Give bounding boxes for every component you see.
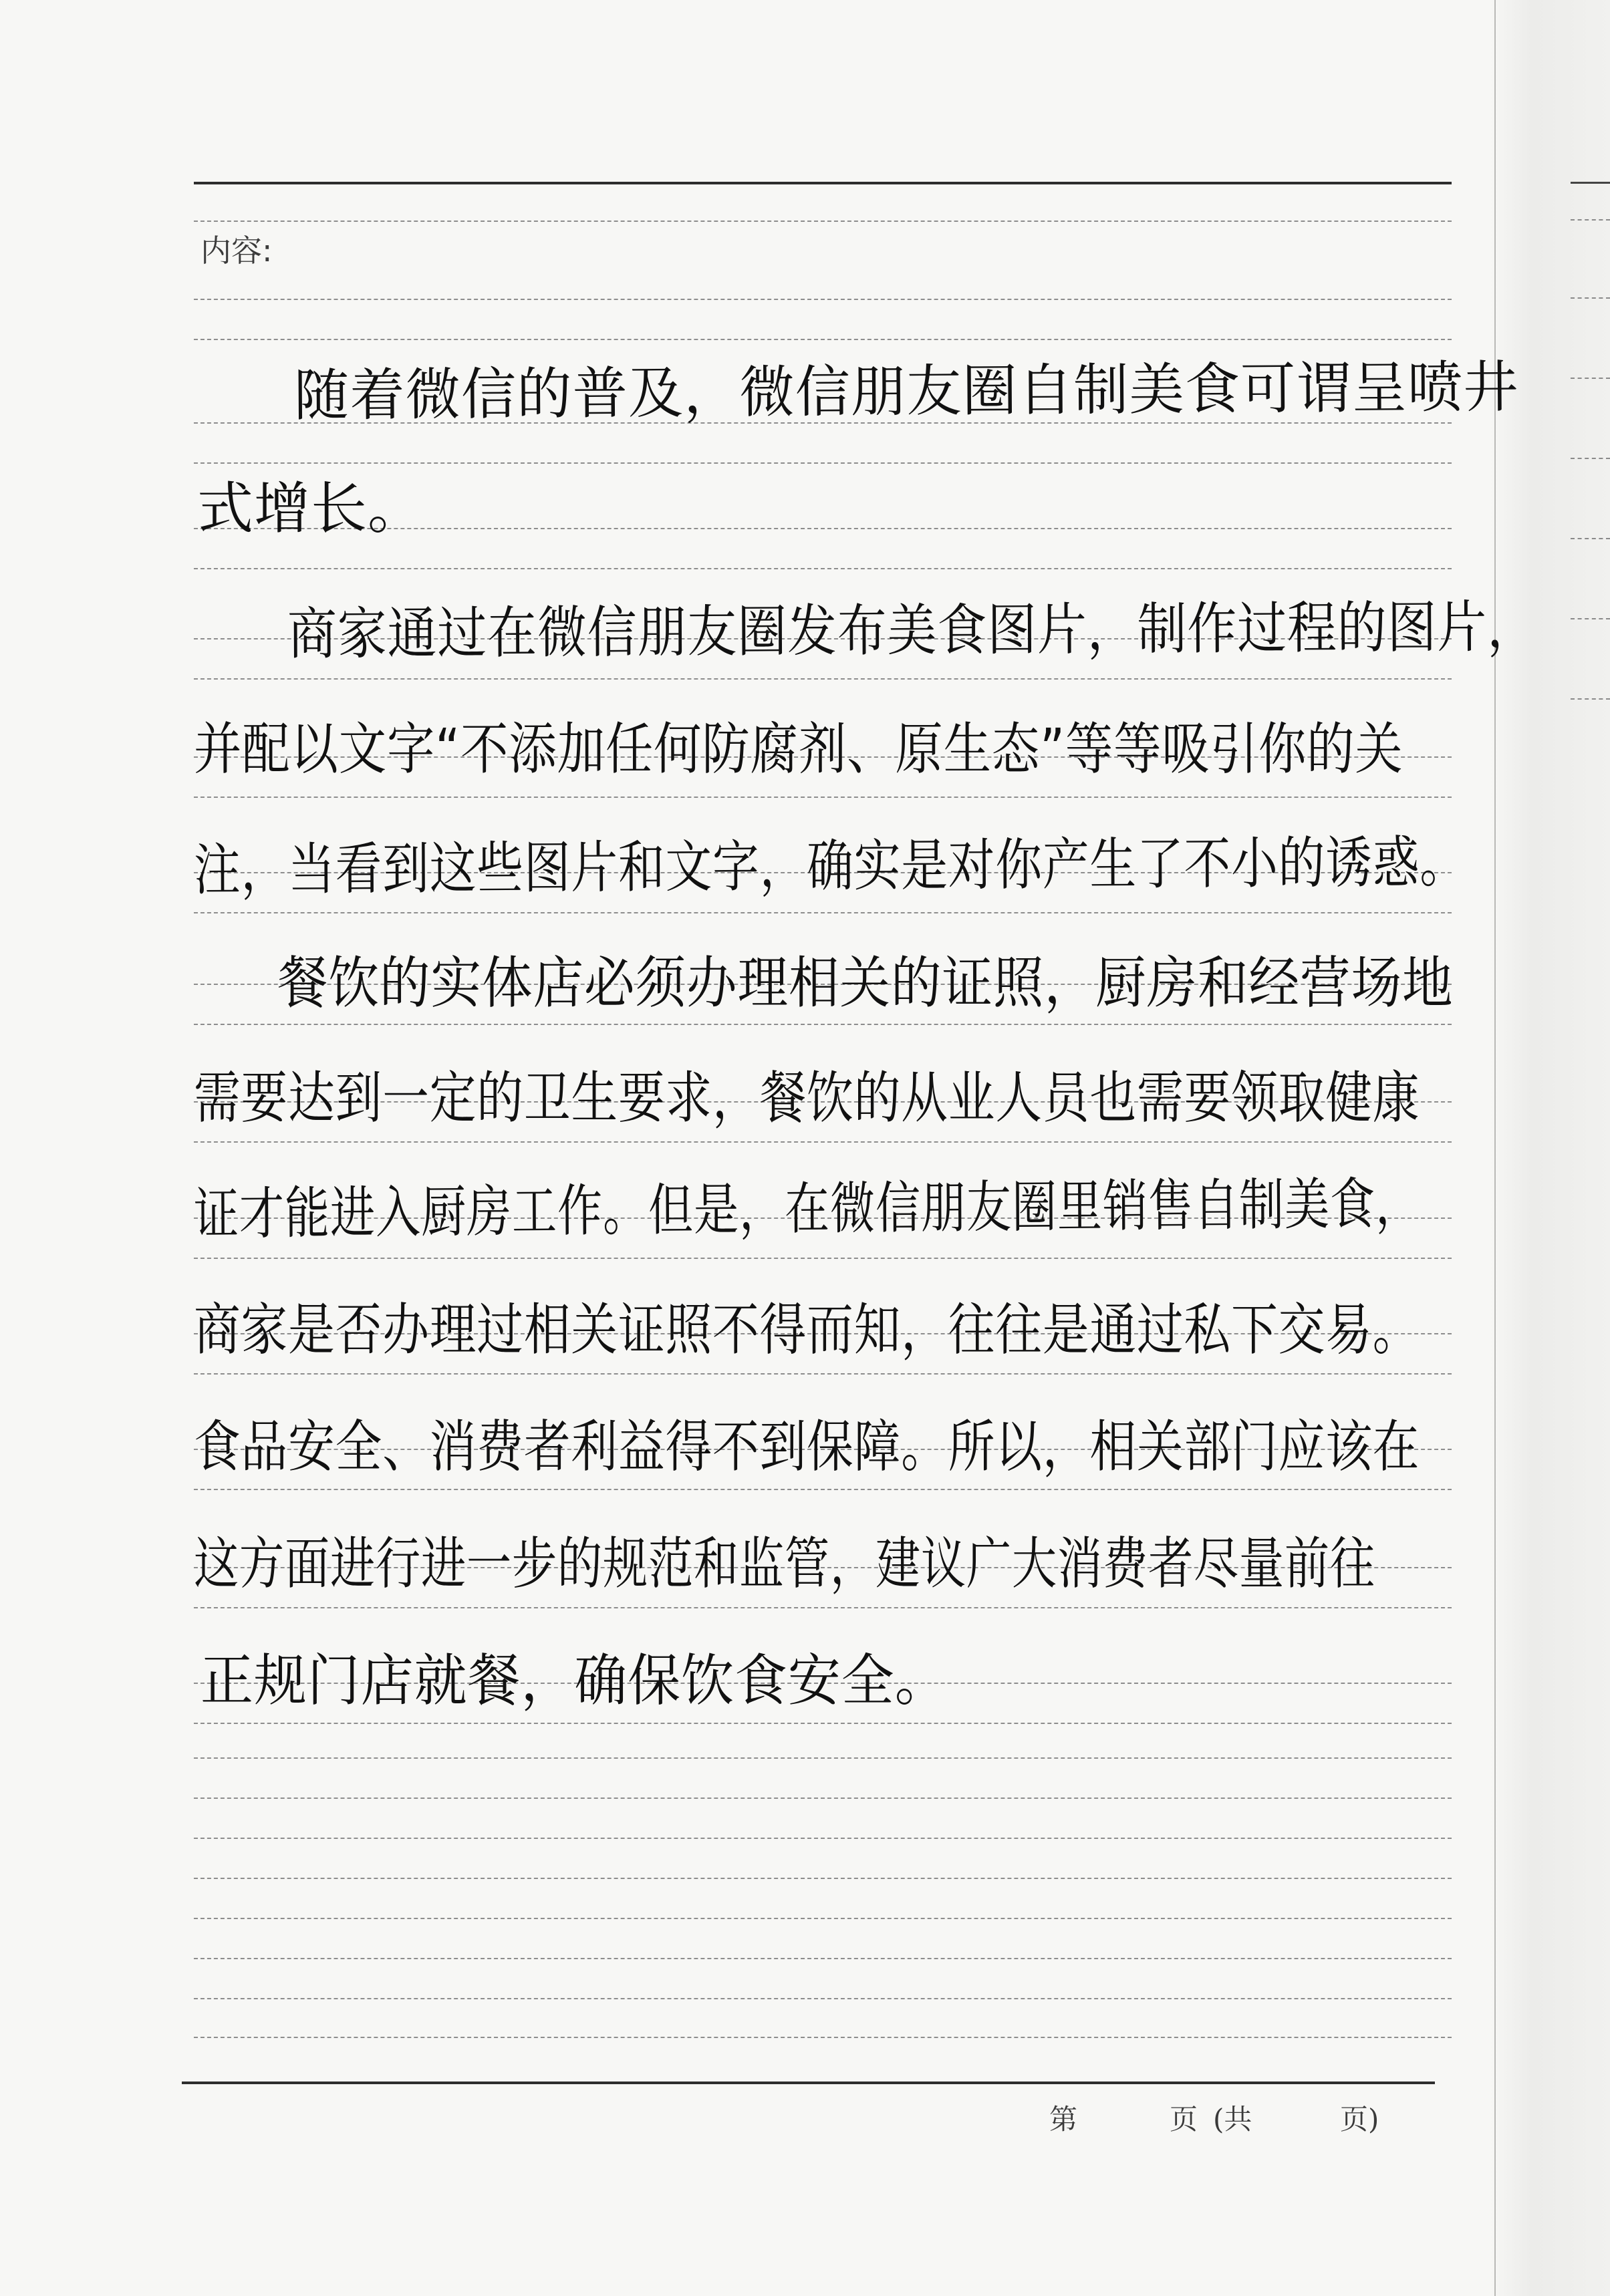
footer-total-prefix: (共 — [1213, 2103, 1252, 2136]
footer-page-label: 页 — [1170, 2103, 1198, 2136]
guide-line — [194, 568, 1452, 569]
bottom-rule — [182, 2082, 1435, 2084]
guide-line — [194, 1958, 1452, 1959]
guide-line — [194, 1607, 1452, 1608]
facing-page-guide — [1571, 297, 1610, 299]
guide-line — [194, 1757, 1452, 1759]
guide-line — [194, 1838, 1452, 1839]
facing-page-guide — [1571, 538, 1610, 539]
handwritten-line: 注，当看到这些图片和文字，确实是对你产生了不小的诱惑。 — [193, 829, 1468, 903]
handwritten-line: 正规门店就餐，确保饮食安全。 — [200, 1648, 948, 1713]
handwritten-line: 证才能进入厨房工作。但是，在微信朋友圈里销售自制美食， — [193, 1170, 1422, 1247]
guide-line — [194, 1373, 1452, 1375]
facing-page-guide — [1571, 618, 1610, 619]
facing-page-rule — [1571, 182, 1610, 184]
handwritten-line: 商家是否办理过相关证照不得而知，往往是通过私下交易。 — [194, 1297, 1420, 1362]
content-heading: 内容: — [200, 233, 273, 269]
handwritten-line: 这方面进行进一步的规范和监管，建议广大消费者尽量前往 — [194, 1531, 1376, 1596]
guide-line — [194, 1141, 1452, 1143]
handwritten-line: 式增长。 — [197, 476, 425, 541]
handwritten-line: 餐饮的实体店必须办理相关的证照，厨房和经营场地 — [277, 950, 1454, 1016]
guide-line — [194, 1918, 1452, 1919]
facing-page-guide — [1571, 378, 1610, 379]
guide-line — [194, 221, 1452, 222]
guide-line — [194, 912, 1452, 913]
guide-line — [194, 1998, 1452, 1999]
handwritten-line: 食品安全、消费者利益得不到保障。所以，相关部门应该在 — [194, 1414, 1420, 1479]
guide-line — [194, 678, 1452, 680]
handwritten-line: 随着微信的普及，微信朋友圈自制美食可谓呈喷井 — [293, 353, 1519, 428]
guide-line — [194, 797, 1452, 798]
guide-line — [194, 1798, 1452, 1799]
facing-page-guide — [1571, 458, 1610, 459]
handwritten-line: 需要达到一定的卫生要求，餐饮的从业人员也需要领取健康 — [194, 1065, 1420, 1131]
facing-page-edge — [1490, 0, 1610, 2296]
footer-total-suffix: 页) — [1340, 2103, 1379, 2136]
page-fold-line — [1494, 0, 1496, 2296]
top-rule — [194, 182, 1452, 184]
guide-line — [194, 462, 1452, 464]
footer-page-prefix: 第 — [1049, 2103, 1078, 2136]
guide-line — [194, 1258, 1452, 1259]
guide-line — [194, 1878, 1452, 1879]
guide-line — [194, 1489, 1452, 1490]
handwritten-line: 并配以文字“不添加任何防腐剂、原生态”等等吸引你的关 — [194, 716, 1403, 782]
guide-line — [194, 1024, 1452, 1025]
guide-line — [194, 299, 1452, 300]
guide-line — [194, 1723, 1452, 1724]
handwritten-line: 商家通过在微信朋友圈发布美食图片，制作过程的图片， — [287, 593, 1538, 667]
guide-line — [194, 339, 1452, 340]
facing-page-guide — [1571, 698, 1610, 700]
facing-page-guide — [1571, 219, 1610, 221]
guide-line — [194, 2037, 1452, 2038]
